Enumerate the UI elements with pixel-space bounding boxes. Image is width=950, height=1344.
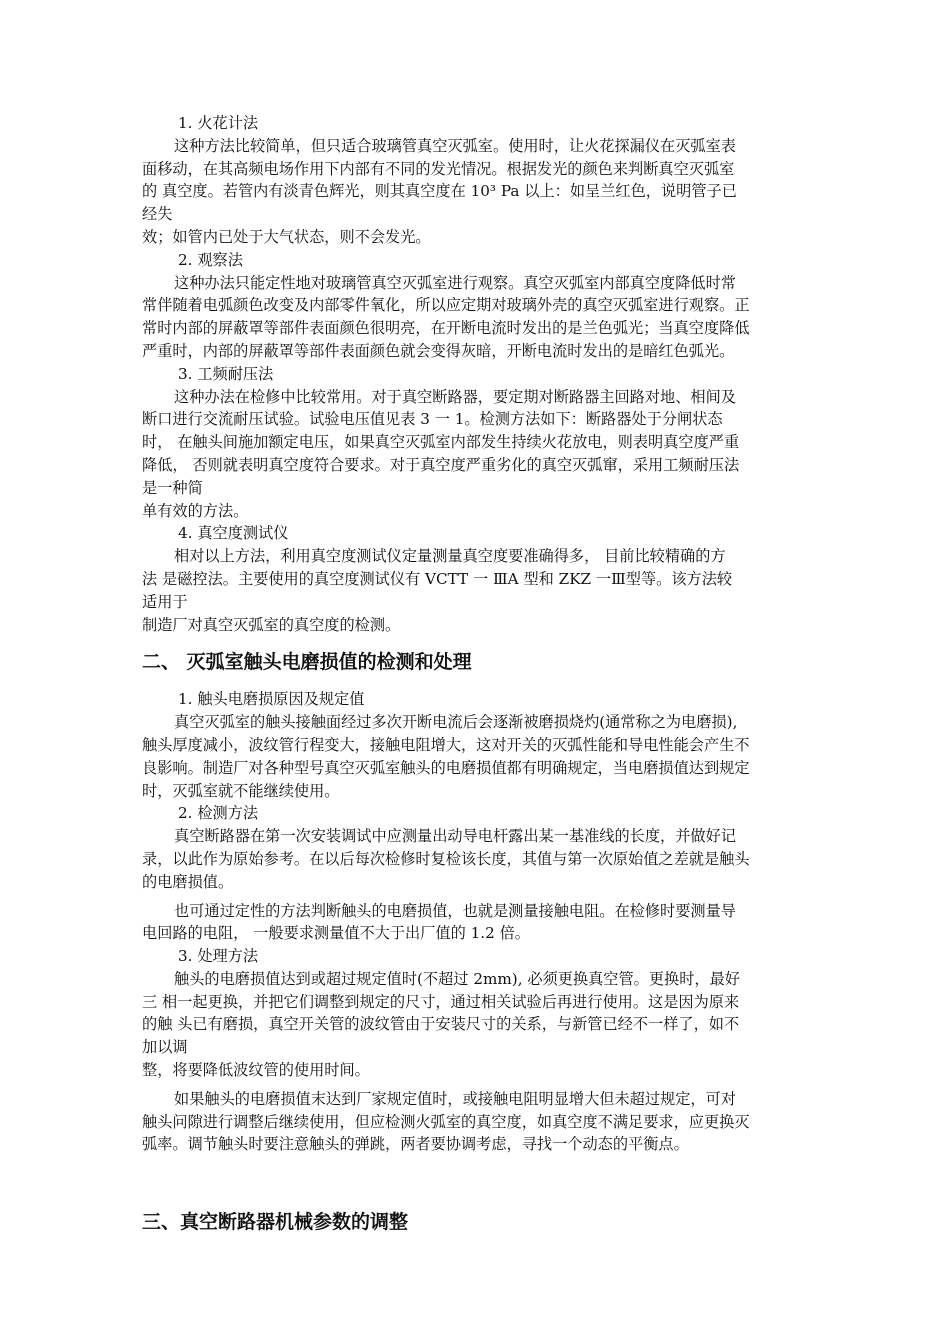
paragraph-line: 电回路的电阻， 一般要求测量值不大于出厂值的 1.2 倍。 <box>142 924 530 943</box>
paragraph-line: 的触 头已有磨损，真空开关管的波纹管由于安装尺寸的关系，与新管已经不一样了，如不 <box>142 1015 740 1034</box>
paragraph-line: 面移动，在其高频电场作用下内部有不同的发光情况。根据发光的颜色来判断真空灭弧室 <box>142 159 735 178</box>
item-heading: 1. 触头电磨损原因及规定值 <box>178 690 365 709</box>
paragraph-line: 时， 在触头间施加额定电压，如果真空灭弧室内部发生持续火花放电，则表明真空度严重 <box>142 433 740 452</box>
paragraph-line: 录，以此作为原始参考。在以后每次检修时复检该长度，其值与第一次原始值之差就是触头 <box>142 849 750 868</box>
paragraph-line: 真空灭弧室的触头接触面经过多次开断电流后会逐渐被磨损烧灼(通常称之为电磨损), <box>174 713 738 732</box>
paragraph-line: 效；如管内已处于大气状态，则不会发光。 <box>142 227 431 246</box>
paragraph-line: 制造厂对真空灭弧室的真空度的检测。 <box>142 615 401 634</box>
paragraph-line: 弧率。调节触头时要注意触头的弹跳，两者要协调考虑，寻找一个动态的平衡点。 <box>142 1135 689 1154</box>
paragraph-line: 单有效的方法。 <box>142 501 249 520</box>
spacer <box>142 636 807 650</box>
paragraph-line: 时，灭弧室就不能继续使用。 <box>142 781 340 800</box>
paragraph-line: 的电磨损值。 <box>142 872 234 891</box>
paragraph-line: 三 相一起更换，并把它们调整到规定的尺寸，通过相关试验后再进行使用。这是因为原来 <box>142 992 740 1011</box>
section-2-items <box>142 688 807 1156</box>
paragraph-line: 是一种简 <box>142 478 203 497</box>
paragraph-line: 相对以上方法，利用真空度测试仪定量测量真空度要准确得多， 目前比较精确的方 <box>174 547 726 566</box>
paragraph-line: 常伴随着电弧颜色改变及内部零件氧化，所以应定期对玻璃外壳的真空灭弧室进行观察。正 <box>142 296 750 315</box>
item-heading: 4. 真空度测试仪 <box>178 524 289 543</box>
paragraph-line: 触头问隙进行调整后继续使用，但应检测火弧室的真空度，如真空度不满足要求，应更换灭 <box>142 1112 750 1131</box>
item-heading: 2. 检测方法 <box>178 804 259 823</box>
item-heading: 1. 火花计法 <box>178 114 259 132</box>
spacer <box>142 1156 807 1210</box>
paragraph-line: 良影响。制造厂对各种型号真空灭弧室触头的电磨损值都有明确规定，当电磨损值达到规定 <box>142 758 750 777</box>
spacer <box>142 674 807 688</box>
paragraph-line: 断口进行交流耐压试验。试验电压值见表 3 一 1。检测方法如下：断路器处于分闸状态 <box>142 410 723 429</box>
paragraph-line: 如果触头的电磨损值末达到厂家规定值时，或接触电阻明显增大但未超过规定，可对 <box>174 1089 736 1108</box>
paragraph-line: 严重时，内部的屏蔽罩等部件表面颜色就会变得灰暗，开断电流时发出的是暗红色弧光。 <box>142 341 735 360</box>
paragraph-line: 加以调 <box>142 1038 188 1057</box>
paragraph-line: 常时内部的屏蔽罩等部件表面颜色很明亮，在开断电流时发出的是兰色弧光；当真空度降低 <box>142 319 750 338</box>
paragraph-line: 的 真空度。若管内有淡青色辉光，则其真空度在 10³ Pa 以上：如呈兰红色，说明管子已 <box>142 182 737 201</box>
paragraph-line: 也可通过定性的方法判断触头的电磨损值，也就是测量接触电阻。在检修时要测量导 <box>174 901 736 920</box>
paragraph-line: 这种办法只能定性地对玻璃管真空灭弧室进行观察。真空灭弧室内部真空度降低时常 <box>174 273 736 292</box>
paragraph-line: 经失 <box>142 205 173 224</box>
paragraph-line: 真空断路器在第一次安装调试中应测量出动导电杆露出某一基准线的长度，并做好记 <box>174 827 736 846</box>
paragraph-line: 法 是磁控法。主要使用的真空度测试仪有 VCTT 一 ⅢA 型和 ZKZ 一Ⅲ型等。该方法较 <box>142 569 733 588</box>
item-heading: 2. 观察法 <box>178 250 243 269</box>
paragraph-line: 这种办法在检修中比较常用。对于真空断路器，要定期对断路器主回路对地、相间及 <box>174 387 736 406</box>
item-heading: 3. 处理方法 <box>178 947 259 966</box>
paragraph-line: 这种方法比较简单，但只适合玻璃管真空灭弧室。使用时，让火花探漏仪在灭弧室表 <box>174 136 736 155</box>
paragraph-line: 降低， 否则就表明真空度符合要求。对于真空度严重劣化的真空灭弧窜，采用工频耐压法 <box>142 455 740 474</box>
paragraph-line: 触头厚度减小，波纹管行程变大，接触电阻增大，这对开关的灭弧性能和导电性能会产生不 <box>142 735 750 754</box>
paragraph-line: 适用于 <box>142 592 188 611</box>
item-heading: 3. 工频耐压法 <box>178 364 274 383</box>
paragraph-line: 触头的电磨损值达到或超过规定值时(不超过 2mm), 必须更换真空管。更换时，最好 <box>174 969 740 988</box>
document-body <box>142 112 807 1234</box>
section-1-items <box>142 112 807 636</box>
section-2-heading: 二、 灭弧室触头电磨损值的检测和处理 <box>142 651 472 674</box>
paragraph-line: 整，将要降低波纹管的使用时间。 <box>142 1061 370 1080</box>
section-3-heading: 三、真空断路器机械参数的调整 <box>142 1211 409 1234</box>
